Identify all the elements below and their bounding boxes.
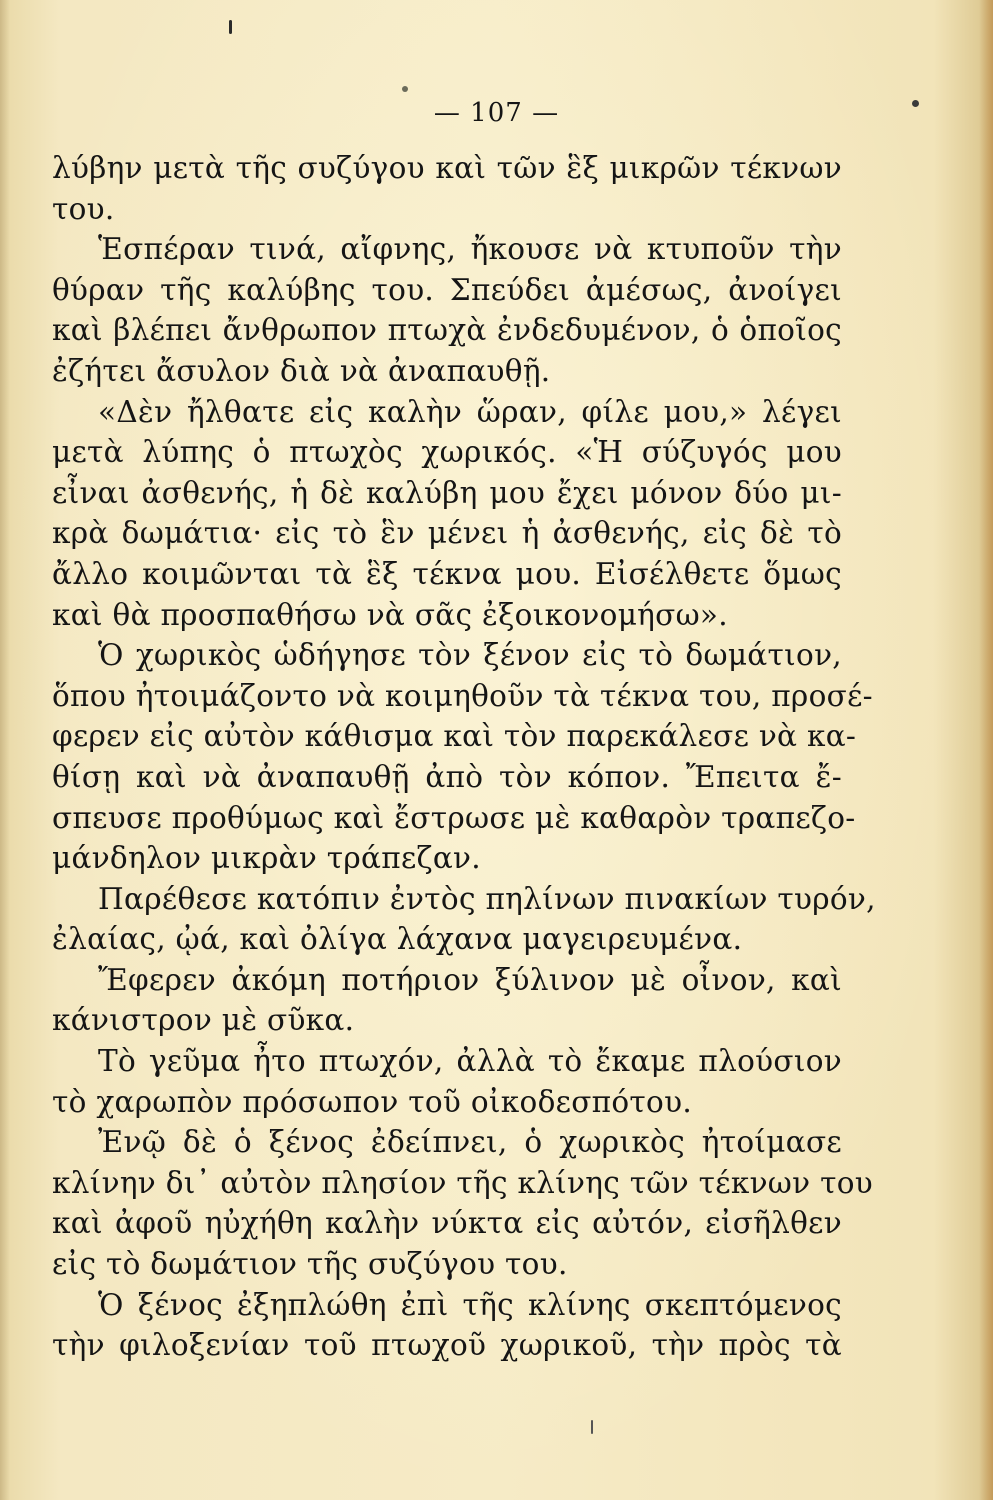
text-line: μετὰ λύπης ὁ πτωχὸς χωρικός. «Ἡ σύζυγός μου	[52, 435, 842, 470]
page-edge	[979, 0, 993, 1500]
text-line: μάνδηλον μικρὰν τράπεζαν.	[52, 841, 481, 876]
text-line: Ἔφερεν ἀκόμη ποτήριον ξύλινον μὲ οἶνον, καὶ	[98, 962, 842, 997]
spine-shadow	[0, 0, 10, 1500]
text-line: καὶ βλέπει ἄνθρωπον πτωχὰ ἐνδεδυμένον, ὁ ὁποῖος	[52, 313, 842, 348]
text-line: εἶναι ἀσθενής, ἡ δὲ καλύβη μου ἔχει μόνον δύο μι-	[52, 475, 842, 510]
text-line: ἐλαίας, ᾠά, καὶ ὀλίγα λάχανα μαγειρευμένα.	[52, 922, 743, 957]
text-line: τὴν φιλοξενίαν τοῦ πτωχοῦ χωρικοῦ, τὴν πρὸς τὰ	[52, 1328, 842, 1363]
text-line: λύβην μετὰ τῆς συζύγου καὶ τῶν ἓξ μικρῶν τέκνων	[52, 151, 842, 185]
text-line: «Δὲν ἤλθατε εἰς καλὴν ὥραν, φίλε μου,» λέγει	[98, 394, 842, 429]
text-line: τὸ χαρωπὸν πρόσωπον τοῦ οἰκοδεσπότου.	[52, 1084, 692, 1119]
text-line: Ὁ ξένος ἐξηπλώθη ἐπὶ τῆς κλίνης σκεπτόμενος	[98, 1287, 842, 1322]
text-line: Παρέθεσε κατόπιν ἐντὸς πηλίνων πινακίων τυρόν,	[98, 881, 876, 916]
text-line: Ἑσπέραν τινά, αἴφνης, ἤκουσε νὰ κτυποῦν τὴν	[98, 232, 842, 267]
text-line: καὶ θὰ προσπαθήσω νὰ σᾶς ἐξοικονομήσω».	[52, 597, 728, 632]
ink-speck	[402, 86, 408, 92]
text-line: ἐζήτει ἄσυλον διὰ νὰ ἀναπαυθῇ.	[52, 353, 551, 388]
text-line: κλίνην δι᾽ αὐτὸν πλησίον τῆς κλίνης τῶν τέκνων του	[52, 1165, 873, 1200]
text-line: Ἐνῷ δὲ ὁ ξένος ἐδείπνει, ὁ χωρικὸς ἠτοίμασε	[98, 1125, 842, 1160]
page-number: — 107 —	[433, 98, 560, 128]
body-text	[52, 148, 876, 1366]
text-line: εἰς τὸ δωμάτιον τῆς συζύγου του.	[52, 1247, 568, 1282]
ink-speck	[591, 1420, 593, 1434]
text-line: φερεν εἰς αὐτὸν κάθισμα καὶ τὸν παρεκάλεσε νὰ κα-	[52, 719, 857, 754]
text-line: κάνιστρον μὲ σῦκα.	[52, 1003, 355, 1038]
text-line: καὶ ἀφοῦ ηὐχήθη καλὴν νύκτα εἰς αὐτόν, εἰσῆλθεν	[52, 1206, 842, 1241]
text-line: Ὁ χωρικὸς ὡδήγησε τὸν ξένον εἰς τὸ δωμάτιον,	[98, 638, 842, 673]
text-line: ἄλλο κοιμῶνται τὰ ἓξ τέκνα μου. Εἰσέλθετε ὅμως	[52, 556, 842, 591]
text-line: σπευσε προθύμως καὶ ἔστρωσε μὲ καθαρὸν τραπεζο-	[52, 800, 856, 835]
text-line: Τὸ γεῦμα ἦτο πτωχόν, ἀλλὰ τὸ ἔκαμε πλούσιον	[98, 1044, 842, 1079]
text-line: κρὰ δωμάτια· εἰς τὸ ἓν μένει ἡ ἀσθενής, εἰς δὲ τὸ	[52, 516, 842, 551]
ink-speck	[229, 20, 232, 34]
text-line: θύραν τῆς καλύβης του. Σπεύδει ἀμέσως, ἀνοίγει	[52, 272, 842, 307]
text-line: θίσῃ καὶ νὰ ἀναπαυθῇ ἀπὸ τὸν κόπον. Ἔπειτα ἔ-	[52, 759, 842, 794]
text-line: του.	[52, 191, 115, 226]
text-line: ὅπου ἠτοιμάζοντο νὰ κοιμηθοῦν τὰ τέκνα του, προσέ-	[52, 678, 873, 713]
